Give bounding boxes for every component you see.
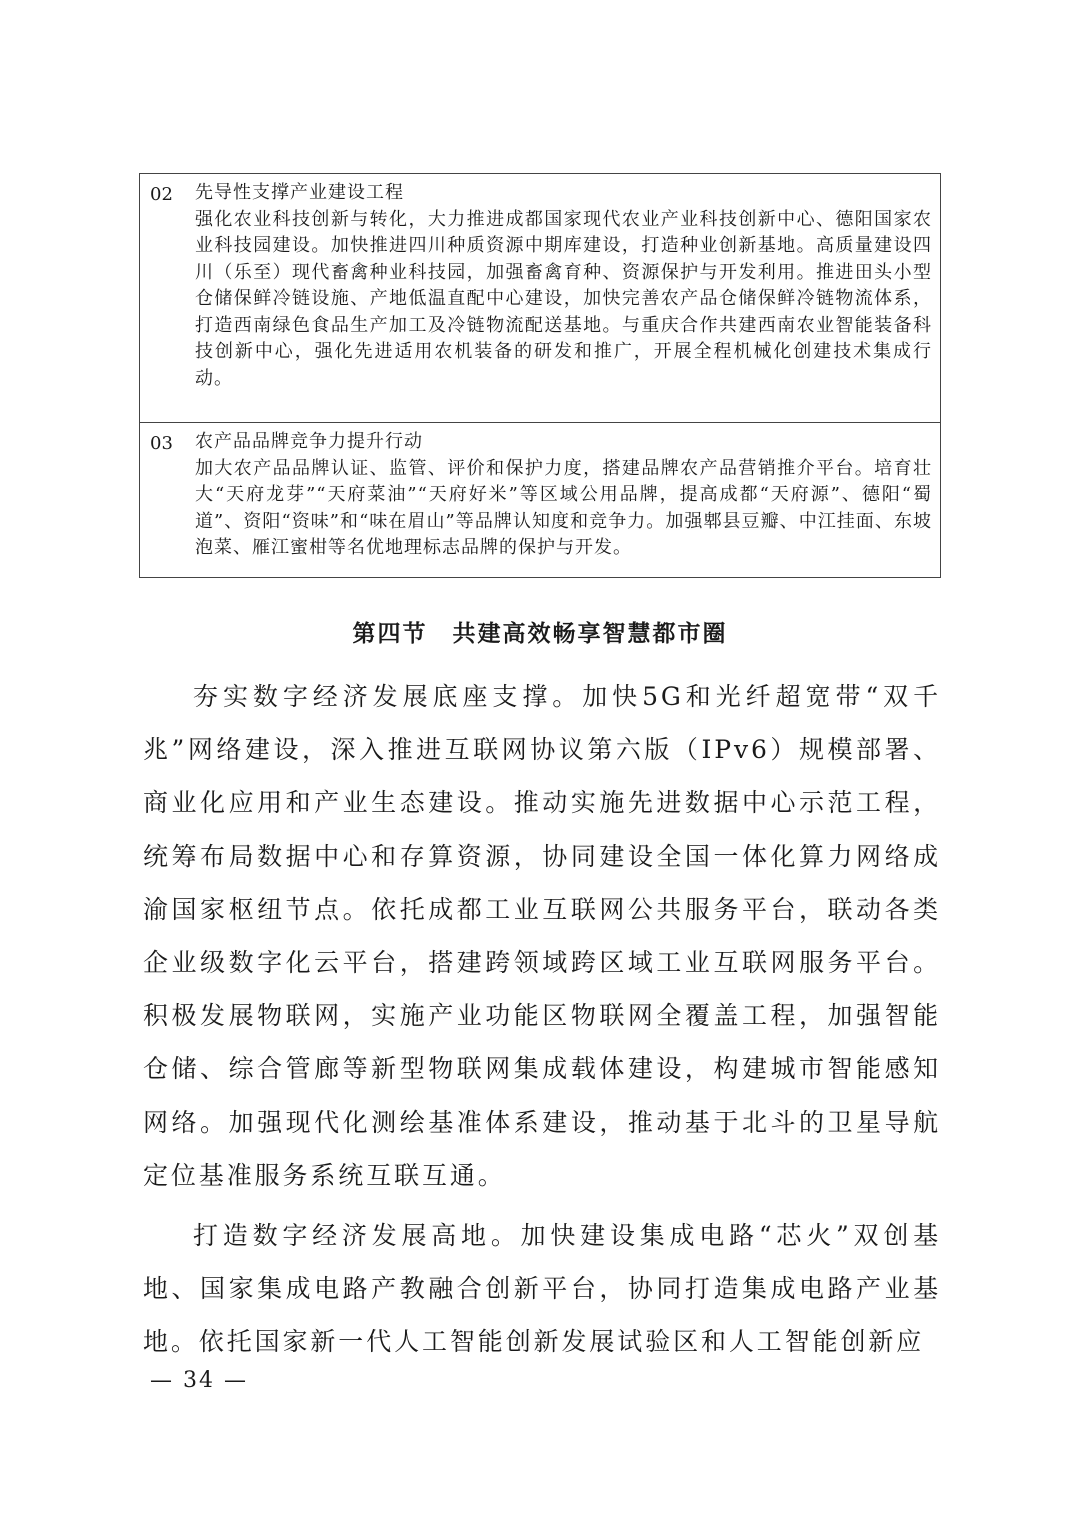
project-box-03 [139, 422, 941, 578]
project-description: 强化农业科技创新与转化，大力推进成都国家现代农业产业科技创新中心、德阳国家农业科技园建设。加快推进四川种质资源中期库建设，打造种业创新基地。高质量建设四川（乐至）现代畜禽种业科技园，加强畜禽育种、资源保护与开发利用。推进田头小型仓储保鲜冷链设施、产地低温直配中心建设，加快完善农产品仓储保鲜冷链物流体系，打造西南绿色食品生产加工及冷链物流配送基地。与重庆合作共建西南农业智能装备科技创新中心，强化先进适用农机装备的研发和推广，开展全程机械化创建技术集成行动。 [195, 208, 932, 389]
project-box-02 [139, 173, 941, 423]
project-number: 02 [150, 184, 173, 205]
project-title: 农产品品牌竞争力提升行动 [195, 431, 423, 452]
project-number: 03 [150, 433, 173, 454]
project-description: 加大农产品品牌认证、监管、评价和保护力度，搭建品牌农产品营销推介平台。培育壮大“天府龙芽”“天府菜油”“天府好米”等区域公用品牌，提高成都“天府源”、德阳“蜀道”、资阳“资味”和“味在眉山”等品牌认知度和竞争力。加强郫县豆瓣、中江挂面、东坡泡菜、雁江蜜柑等名优地理标志品牌的保护与开发。 [195, 457, 932, 558]
body-paragraph: 打造数字经济发展高地。加快建设集成电路“芯火”双创基地、国家集成电路产教融合创新平台，协同打造集成电路产业基地。依托国家新一代人工智能创新发展试验区和人工智能创新应 [143, 1221, 941, 1357]
project-body [195, 429, 932, 562]
section-heading: 第四节 共建高效畅享智慧都市圈 [352, 620, 728, 647]
project-body [195, 180, 932, 392]
body-paragraph: 夯实数字经济发展底座支撑。加快5G和光纤超宽带“双千兆”网络建设，深入推进互联网协议第六版（IPv6）规模部署、商业化应用和产业生态建设。推动实施先进数据中心示范工程，统筹布局数据中心和存算资源，协同建设全国一体化算力网络成渝国家枢纽节点。依托成都工业互联网公共服务平台，联动各类企业级数字化云平台，搭建跨领域跨区域工业互联网服务平台。积极发展物联网，实施产业功能区物联网全覆盖工程，加强智能仓储、综合管廊等新型物联网集成载体建设，构建城市智能感知网络。加强现代化测绘基准体系建设，推动基于北斗的卫星导航定位基准服务系统互联互通。 [143, 682, 941, 1190]
page-number: — 34 — [150, 1368, 248, 1393]
project-title: 先导性支撑产业建设工程 [195, 182, 404, 203]
